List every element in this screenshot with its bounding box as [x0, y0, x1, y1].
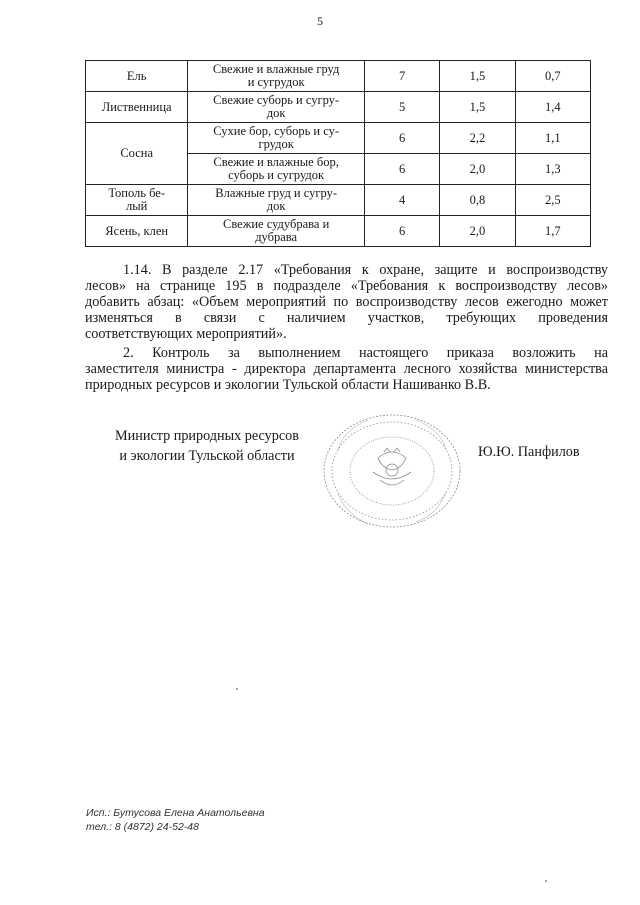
paragraph-line: 2. Контроль за выполнением настоящего приказа возложить на — [123, 345, 608, 361]
soil-cell — [188, 154, 365, 185]
official-seal-stamp — [318, 410, 466, 532]
soil-line: док — [266, 106, 286, 120]
soil-line: Свежие судубрава и — [223, 217, 330, 231]
value-cell: 6 — [364, 216, 439, 247]
value-cell: 1,3 — [515, 154, 590, 185]
table-row — [86, 185, 591, 216]
soil-line: Свежие и влажные груд — [212, 62, 340, 76]
executor-info — [86, 806, 265, 834]
soil-line: Свежие и влажные бор, — [213, 155, 339, 169]
paragraph-line: добавить абзац: «Объем мероприятий по воспроизводству лесов ежегодно может — [85, 294, 608, 310]
signatory-title-line: Министр природных ресурсов — [115, 428, 299, 444]
value-cell: 0,8 — [440, 185, 515, 216]
signatory-name: Ю.Ю. Панфилов — [478, 444, 580, 460]
paragraph-line: 1.14. В разделе 2.17 «Требования к охране, защите и воспроизводству — [123, 262, 608, 278]
soil-line: Свежие суборь и сугру- — [213, 93, 340, 107]
value-cell: 1,7 — [515, 216, 590, 247]
species-cell: Ель — [86, 61, 188, 92]
executor-phone: тел.: 8 (4872) 24-52-48 — [86, 821, 199, 833]
value-cell: 2,0 — [440, 216, 515, 247]
value-cell: 6 — [364, 123, 439, 154]
value-cell: 1,5 — [440, 61, 515, 92]
soil-line: док — [266, 199, 286, 213]
paragraph-line: лесов» на странице 195 в подразделе «Требования к воспроизводству лесов» — [85, 278, 608, 294]
value-cell: 1,5 — [440, 92, 515, 123]
value-cell: 6 — [364, 154, 439, 185]
paragraph-1-14 — [85, 262, 608, 342]
value-cell: 1,4 — [515, 92, 590, 123]
value-cell: 7 — [364, 61, 439, 92]
species-cell: Ясень, клен — [86, 216, 188, 247]
species-cell: Лиственница — [86, 92, 188, 123]
soil-cell — [188, 123, 365, 154]
table-row — [86, 216, 591, 247]
soil-cell — [188, 61, 365, 92]
soil-line: дубрава — [255, 230, 298, 244]
soil-cell — [188, 92, 365, 123]
paragraph-2 — [85, 345, 608, 393]
soil-cell — [188, 185, 365, 216]
soil-line: Сухие бор, суборь и су- — [213, 124, 340, 138]
page-number: 5 — [317, 14, 323, 28]
species-cell: Тополь бе- лый — [86, 185, 188, 216]
scan-speck — [236, 688, 238, 690]
value-cell: 2,2 — [440, 123, 515, 154]
soil-line: Влажные груд и сугру- — [215, 186, 338, 200]
scan-speck — [545, 880, 547, 882]
soil-line: суборь и сугрудок — [228, 168, 325, 182]
table-row — [86, 61, 591, 92]
soil-cell — [188, 216, 365, 247]
value-cell: 0,7 — [515, 61, 590, 92]
signatory-title-line: и экологии Тульской области — [119, 448, 295, 464]
soil-line: грудок — [258, 137, 294, 151]
paragraph-line: заместителя министра - директора департамента лесного хозяйства министерства — [85, 361, 608, 377]
paragraph-line: изменяться в связи с наличием участков, требующих проведения — [85, 310, 608, 326]
value-cell: 2,5 — [515, 185, 590, 216]
species-cell: Сосна — [86, 123, 188, 185]
value-cell: 2,0 — [440, 154, 515, 185]
value-cell: 4 — [364, 185, 439, 216]
paragraph-line: природных ресурсов и экологии Тульской области Нашиванко В.В. — [85, 377, 491, 393]
table-row — [86, 92, 591, 123]
value-cell: 1,1 — [515, 123, 590, 154]
value-cell: 5 — [364, 92, 439, 123]
executor-name: Исп.: Бутусова Елена Анатольевна — [86, 807, 265, 819]
signatory-title — [102, 426, 312, 466]
paragraph-line: соответствующих мероприятий». — [85, 326, 287, 342]
table-row — [86, 123, 591, 154]
species-table — [85, 60, 591, 247]
soil-line: и сугрудок — [247, 75, 305, 89]
